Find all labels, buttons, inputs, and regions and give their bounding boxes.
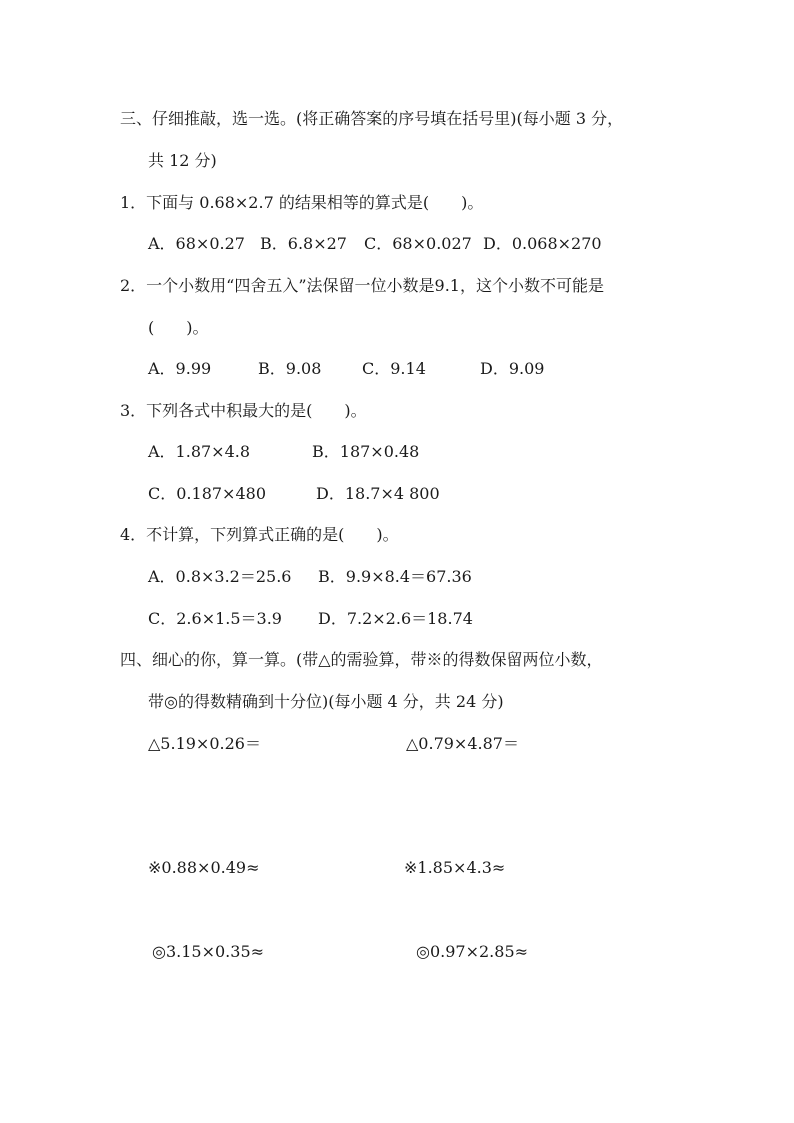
q2-stem-line1: 2．一个小数用“四舍五入”法保留一位小数是9.1，这个小数不可能是: [120, 276, 604, 295]
calc-problem-6: ◎0.97×2.85≈: [416, 942, 529, 961]
q2-stem-line2: ( )。: [148, 318, 209, 337]
q4-stem: 4．不计算，下列算式正确的是( )。: [120, 525, 399, 544]
calc-problem-5: ◎3.15×0.35≈: [152, 942, 265, 961]
calc-problem-3: ※0.88×0.49≈: [148, 858, 260, 877]
q1-stem: 1．下面与 0.68×2.7 的结果相等的算式是( )。: [120, 193, 484, 212]
q3-option-a: A．1.87×4.8: [148, 442, 251, 461]
q3-stem: 3．下列各式中积最大的是( )。: [120, 401, 367, 420]
q1-option-a: A．68×0.27: [148, 234, 245, 253]
q4-option-c: C．2.6×1.5＝3.9: [148, 609, 282, 628]
q4-option-d: D．7.2×2.6＝18.74: [318, 609, 473, 628]
q3-option-c: C．0.187×480: [148, 484, 266, 503]
q2-option-b: B．9.08: [258, 359, 322, 378]
q3-option-b: B．187×0.48: [312, 442, 420, 461]
q2-option-a: A．9.99: [148, 359, 212, 378]
calc-problem-4: ※1.85×4.3≈: [404, 858, 506, 877]
q1-option-d: D．0.068×270: [483, 234, 602, 253]
q4-option-a: A．0.8×3.2＝25.6: [148, 567, 292, 586]
q1-option-b: B．6.8×27: [260, 234, 347, 253]
q2-option-d: D．9.09: [480, 359, 545, 378]
q3-option-d: D．18.7×4 800: [316, 484, 440, 503]
q2-option-c: C．9.14: [362, 359, 426, 378]
q1-option-c: C．68×0.027: [364, 234, 472, 253]
calc-problem-1: △5.19×0.26＝: [148, 734, 261, 753]
section3-title-line2: 共 12 分): [148, 151, 217, 170]
q4-option-b: B．9.9×8.4＝67.36: [318, 567, 472, 586]
section4-title-line1: 四、细心的你，算一算。(带△的需验算，带※的得数保留两位小数，: [120, 650, 603, 669]
section4-title-line2: 带◎的得数精确到十分位)(每小题 4 分，共 24 分): [148, 692, 504, 711]
section3-title-line1: 三、仔细推敲，选一选。(将正确答案的序号填在括号里)(每小题 3 分，: [120, 109, 624, 128]
calc-problem-2: △0.79×4.87＝: [406, 734, 519, 753]
